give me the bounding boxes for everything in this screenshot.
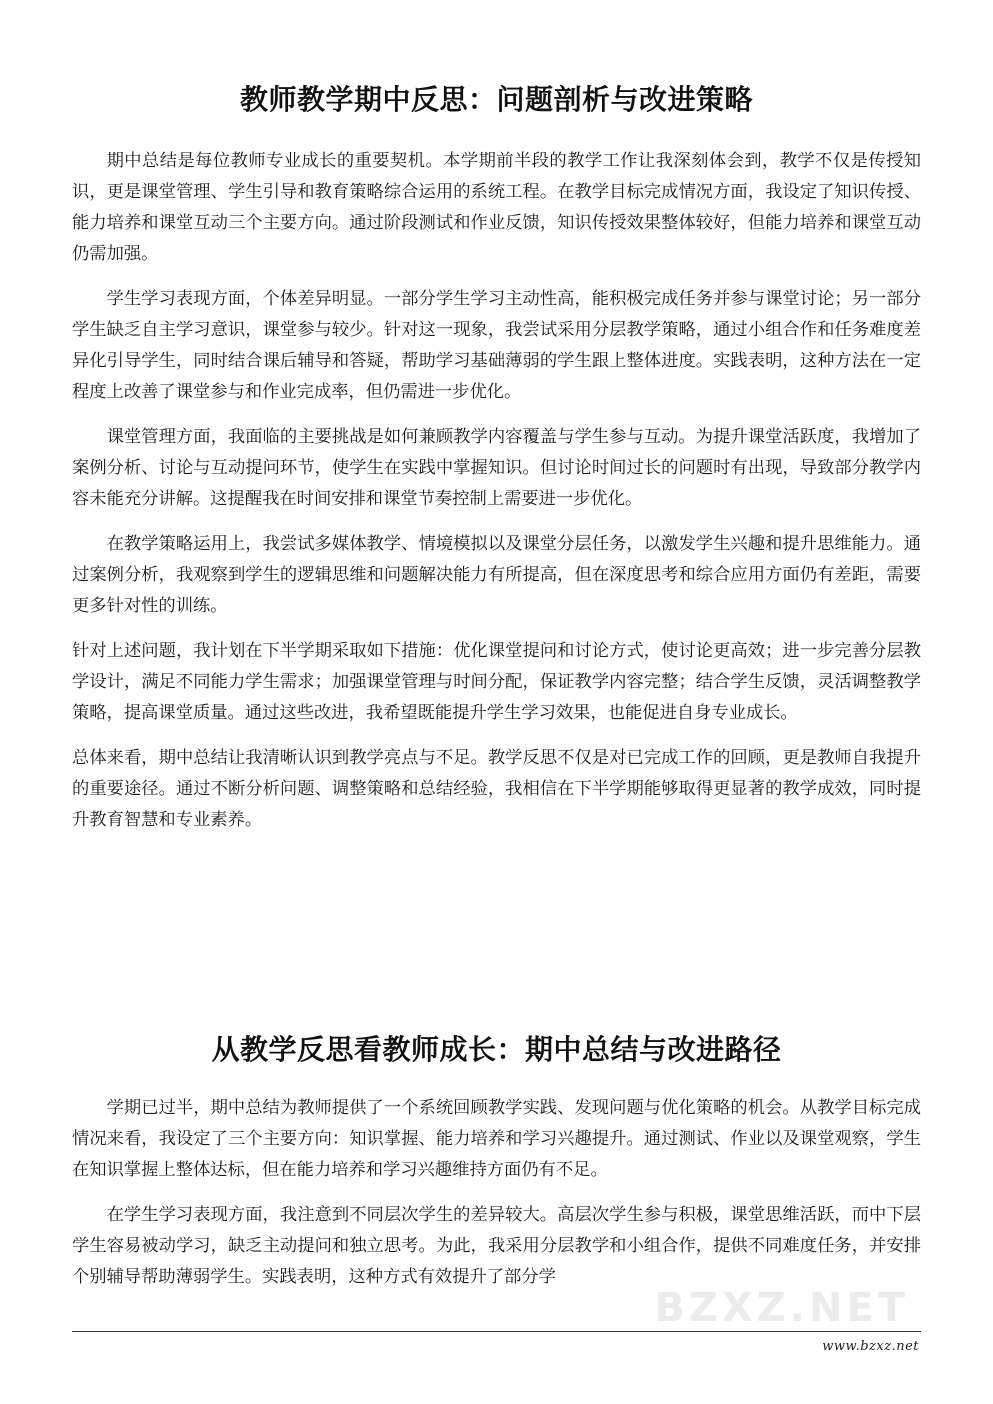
article-2-title: 从教学反思看教师成长：期中总结与改进路径 (211, 1033, 782, 1066)
article-1-paragraph-6: 总体来看，期中总结让我清晰认识到教学亮点与不足。教学反思不仅是对已完成工作的回顾，更是教师自我提升的重要途径。通过不断分析问题、调整策略和总结经验，我相信在下半学期能够取得更显著的教学成效，同时提升教育智慧和专业素养。 (72, 748, 921, 830)
article-2-paragraph-2: 在学生学习表现方面，我注意到不同层次学生的差异较大。高层次学生参与积极，课堂思维活跃，而中下层学生容易被动学习，缺乏主动提问和独立思考。为此，我采用分层教学和小组合作，提供不同难度任务，并安排个别辅导帮助薄弱学生。实践表明，这种方式有效提升了部分学 (72, 1205, 921, 1287)
article-1-paragraph-4: 在教学策略运用上，我尝试多媒体教学、情境模拟以及课堂分层任务，以激发学生兴趣和提升思维能力。通过案例分析，我观察到学生的逻辑思维和问题解决能力有所提高，但在深度思考和综合应用方面仍有差距，需要更多针对性的训练。 (72, 534, 921, 616)
article-1-body (72, 146, 921, 850)
footer-url: www.bzxz.net (822, 1339, 919, 1354)
article-1-title: 教师教学期中反思：问题剖析与改进策略 (239, 83, 753, 116)
article-1-paragraph-3: 课堂管理方面，我面临的主要挑战是如何兼顾教学内容覆盖与学生参与互动。为提升课堂活跃度，我增加了案例分析、讨论与互动提问环节，使学生在实践中掌握知识。但讨论时间过长的问题时有出现，导致部分教学内容未能充分讲解。这提醒我在时间安排和课堂节奏控制上需要进一步优化。 (72, 427, 921, 509)
article-1-paragraph-2: 学生学习表现方面，个体差异明显。一部分学生学习主动性高，能积极完成任务并参与课堂讨论；另一部分学生缺乏自主学习意识，课堂参与较少。针对这一现象，我尝试采用分层教学策略，通过小组合作和任务难度差异化引导学生，同时结合课后辅导和答疑，帮助学习基础薄弱的学生跟上整体进度。实践表明，这种方法在一定程度上改善了课堂参与和作业完成率，但仍需进一步优化。 (72, 289, 921, 402)
article-2-paragraph-1: 学期已过半，期中总结为教师提供了一个系统回顾教学实践、发现问题与优化策略的机会。从教学目标完成情况来看，我设定了三个主要方向：知识掌握、能力培养和学习兴趣提升。通过测试、作业以及课堂观察，学生在知识掌握上整体达标，但在能力培养和学习兴趣维持方面仍有不足。 (72, 1098, 921, 1180)
footer-divider (72, 1331, 921, 1332)
article-1-paragraph-1: 期中总结是每位教师专业成长的重要契机。本学期前半段的教学工作让我深刻体会到，教学不仅是传授知识，更是课堂管理、学生引导和教育策略综合运用的系统工程。在教学目标完成情况方面，我设定了知识传授、能力培养和课堂互动三个主要方向。通过阶段测试和作业反馈，知识传授效果整体较好，但能力培养和课堂互动仍需加强。 (72, 151, 921, 264)
site-watermark: BZXZ.NET (654, 1285, 909, 1331)
article-2-body (72, 1093, 921, 1307)
article-1-paragraph-5: 针对上述问题，我计划在下半学期采取如下措施：优化课堂提问和讨论方式，使讨论更高效；进一步完善分层教学设计，满足不同能力学生需求；加强课堂管理与时间分配，保证教学内容完整；结合学生反馈，灵活调整教学策略，提高课堂质量。通过这些改进，我希望既能提升学生学习效果，也能促进自身专业成长。 (72, 641, 921, 723)
